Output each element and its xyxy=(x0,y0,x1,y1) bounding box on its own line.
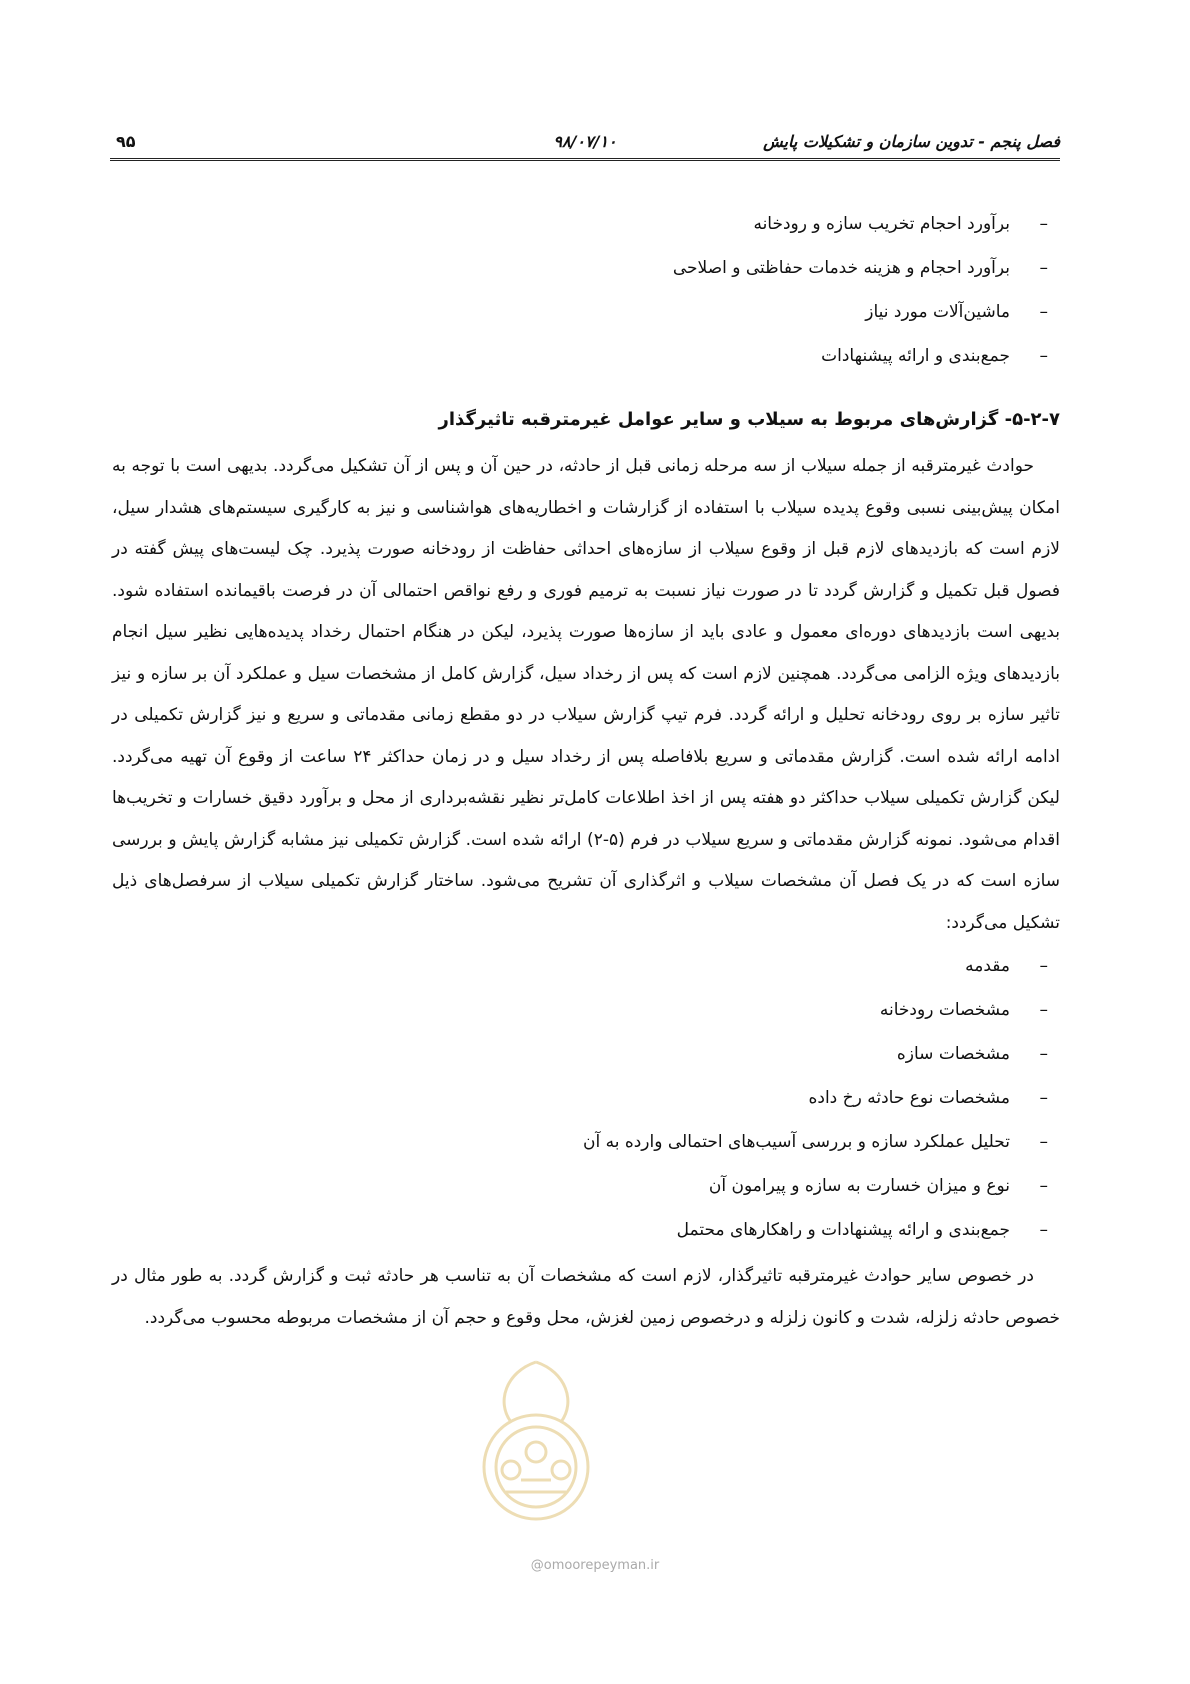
list-item-text: جمع‌بندی و ارائه پیشنهادات xyxy=(821,346,1010,366)
list-item-text: نوع و میزان خسارت به سازه و پیرامون آن xyxy=(708,1176,1010,1196)
page-number: ۹۵ xyxy=(116,132,136,151)
bullet-dash: – xyxy=(1039,258,1048,278)
body-paragraph: حوادث غیرمترقبه از جمله سیلاب از سه مرحله زمانی قبل از حادثه، در حین آن و پس از آن تشکیل می‌گردد. بدیهی است با توجه به امکان پیش‌بینی نسبی وقوع پدیده سیلاب با استفاده از گزارشات و اخطاریه‌های هواشناسی و نیز به کارگیری سیستم‌های هشدار سیل، لازم است که بازدیدهای لازم قبل از وقوع سیلاب از سازه‌های احداثی حفاظت از رودخانه صورت پذیرد. چک لیست‌های پیش گفته در فصول قبل تکمیل و گزارش گردد تا در صورت نیاز نسبت به ترمیم فوری و رفع نواقص احتمالی آن در فرصت باقیمانده استفاده شود. بدیهی است بازدیدهای دوره‌ای معمول و عادی باید از سازه‌ها صورت پذیرد، لیکن در هنگام احتمال رخداد پدیده‌هایی نظیر سیل انجام بازدیدهای ویژه الزامی می‌گردد. همچنین لازم است که پس از رخداد سیل، گزارش کامل از مشخصات سیل و عملکرد آن بر سازه و نیز تاثیر سازه بر روی رودخانه تحلیل و ارائه گردد. فرم تیپ گزارش سیلاب در دو مقطع زمانی مقدماتی و سریع و نیز گزارش تکمیلی در ادامه ارائه شده است. گزارش مقدماتی و سریع بلافاصله پس از رخداد سیل و در زمان حداکثر ۲۴ ساعت از وقوع آن تهیه می‌گردد. لیکن گزارش تکمیلی سیلاب حداکثر دو هفته پس از اخذ اطلاعات کامل‌تر نظیر نقشه‌برداری از محل و برآورد دقیق خسارات و تخریب‌ها اقدام می‌شود. نمونه گزارش مقدماتی و سریع سیلاب در فرم (۵-۲) ارائه شده است. گزارش تکمیلی نیز مشابه گزارش پایش و بررسی سازه است که در یک فصل آن مشخصات سیلاب و اثرگذاری آن تشریح می‌شود. ساختار گزارش تکمیلی سیلاب از سرفصل‌های ذیل تشکیل می‌گردد: xyxy=(112,456,1061,933)
list-item xyxy=(112,1164,1048,1208)
bullet-dash: – xyxy=(1039,1220,1048,1240)
list-item-text: تحلیل عملکرد سازه و بررسی آسیب‌های احتمالی وارده به آن xyxy=(582,1132,1010,1152)
watermark-logo xyxy=(466,1352,606,1527)
bullet-dash: – xyxy=(1039,1000,1048,1020)
list-item-text: برآورد احجام و هزینه خدمات حفاظتی و اصلاحی xyxy=(672,258,1010,278)
list-item xyxy=(112,246,1048,290)
list-item xyxy=(112,1120,1048,1164)
bullet-dash: – xyxy=(1039,1176,1048,1196)
list-item-text: مشخصات رودخانه xyxy=(879,1000,1010,1020)
list-item xyxy=(112,1208,1048,1252)
list-item-text: جمع‌بندی و ارائه پیشنهادات و راهکارهای محتمل xyxy=(676,1220,1010,1240)
section-heading: ۵-۲-۷- گزارش‌های مربوط به سیلاب و سایر عوامل غیرمترقبه تاثیرگذار xyxy=(438,409,1060,430)
estimate-bullet-list xyxy=(112,202,1060,378)
bullet-dash: – xyxy=(1039,1132,1048,1152)
bullet-dash: – xyxy=(1039,214,1048,234)
chapter-title: فصل پنجم - تدوین سازمان و تشکیلات پایش xyxy=(763,132,1060,151)
header-date: ۹۸/۰۷/۱۰ xyxy=(553,132,617,151)
bullet-dash: – xyxy=(1039,956,1048,976)
bullet-dash: – xyxy=(1039,1044,1048,1064)
list-item-text: مشخصات سازه xyxy=(896,1044,1010,1064)
watermark-site: @omoorepeyman.ir xyxy=(530,1558,660,1573)
list-item xyxy=(112,1032,1048,1076)
list-item-text: مقدمه xyxy=(965,956,1010,976)
list-item xyxy=(112,944,1048,988)
page-body xyxy=(112,210,1060,1339)
list-item xyxy=(112,202,1048,246)
list-item xyxy=(112,290,1048,334)
list-item xyxy=(112,334,1048,378)
bullet-dash: – xyxy=(1039,346,1048,366)
list-item-text: برآورد احجام تخریب سازه و رودخانه xyxy=(753,214,1010,234)
list-item xyxy=(112,1076,1048,1120)
page-header xyxy=(110,124,1060,161)
list-item xyxy=(112,988,1048,1032)
body-paragraph: در خصوص سایر حوادث غیرمترقبه تاثیرگذار، لازم است که مشخصات آن به تناسب هر حادثه ثبت و گزارش گردد. به طور مثال در خصوص حادثه زلزله، شدت و کانون زلزله و درخصوص زمین لغزش، محل وقوع و حجم آن از مشخصات مربوطه محسوب می‌گردد. xyxy=(112,1266,1060,1328)
report-structure-list xyxy=(112,944,1060,1252)
list-item-text: ماشین‌آلات مورد نیاز xyxy=(865,302,1010,322)
bullet-dash: – xyxy=(1039,302,1048,322)
list-item-text: مشخصات نوع حادثه رخ داده xyxy=(808,1088,1010,1108)
bullet-dash: – xyxy=(1039,1088,1048,1108)
